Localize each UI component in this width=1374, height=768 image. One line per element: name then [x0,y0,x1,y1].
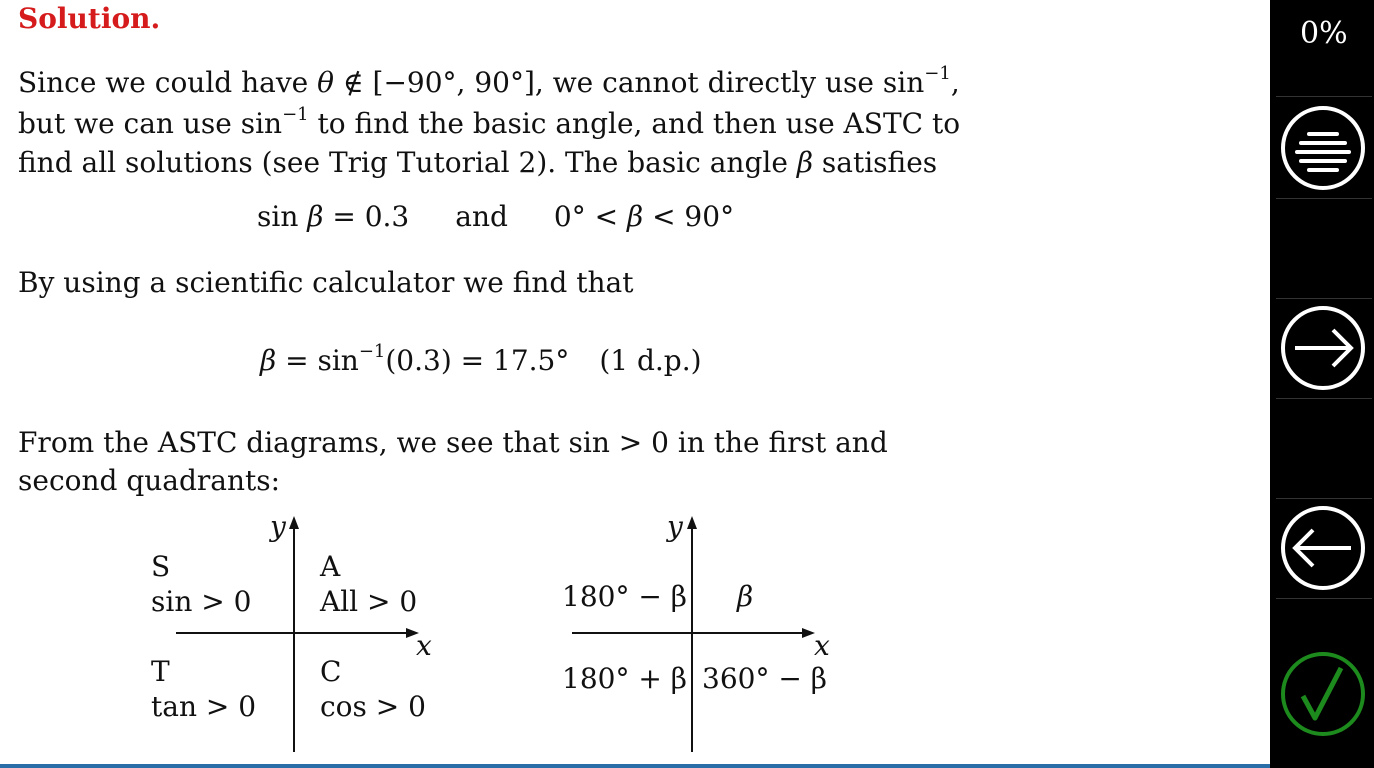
quadrant-s-label: S [151,550,171,583]
paragraph-calculator: By using a scientific calculator we find that [18,266,634,299]
quadrant-s-rule: sin > 0 [151,585,252,618]
y-axis-label: y [270,510,286,543]
x-axis-label: x [416,629,432,662]
y-axis [293,527,295,752]
quadrant-a-rule: All > 0 [320,585,418,618]
paragraph-astc-line-2: second quadrants: [18,464,281,497]
arrow-left-icon [1285,510,1361,586]
next-button[interactable] [1281,306,1365,390]
x-axis [572,632,806,634]
divider [1276,96,1372,97]
solution-title: Solution. [18,2,161,35]
paragraph-astc-line-1: From the ASTC diagrams, we see that sin > 0 in the first and [18,426,888,459]
paragraph-line-3: find all solutions (see Trig Tutorial 2). The basic angle β satisfies [18,146,938,179]
quadrant-3-angle: 180° + β [562,662,687,695]
y-axis [691,527,693,752]
quadrant-2-angle: 180° − β [562,580,687,613]
quadrant-c-label: C [320,655,342,688]
back-button[interactable] [1281,506,1365,590]
equation-sin-beta: sin β = 0.3 and 0° < β < 90° [257,200,735,233]
checkmark-icon [1285,656,1361,732]
divider [1276,298,1372,299]
x-axis-label: x [814,629,830,662]
paragraph-line-2: but we can use $\sin^{-1}$ to find the basic angle, and then use ASTC to [18,103,961,140]
check-answer-button[interactable] [1281,652,1365,736]
bottom-rule [0,764,1270,768]
menu-button[interactable] [1281,106,1365,190]
quadrant-1-angle: β [737,580,754,613]
divider [1276,398,1372,399]
quadrant-4-angle: 360° − β [702,662,827,695]
divider [1276,598,1372,599]
y-axis-arrowhead [687,516,697,529]
divider [1276,198,1372,199]
quadrant-c-rule: cos > 0 [320,690,426,723]
paragraph-line-1: Since we could have θ ∉ [−90°, 90°], we cannot directly use $\sin^{-1}$, [18,62,960,99]
progress-indicator: 0% [1300,16,1348,51]
divider [1276,498,1372,499]
quadrant-t-label: T [151,655,170,688]
equation-beta-value: $\beta = \sin^{-1}(0.3) = 17.5^\circ$ (1 d.p.) [260,340,702,377]
x-axis [176,632,410,634]
quadrant-t-rule: tan > 0 [151,690,257,723]
y-axis-label: y [667,510,683,543]
quadrant-a-label: A [320,550,341,583]
arrow-right-icon [1285,310,1361,386]
y-axis-arrowhead [289,516,299,529]
